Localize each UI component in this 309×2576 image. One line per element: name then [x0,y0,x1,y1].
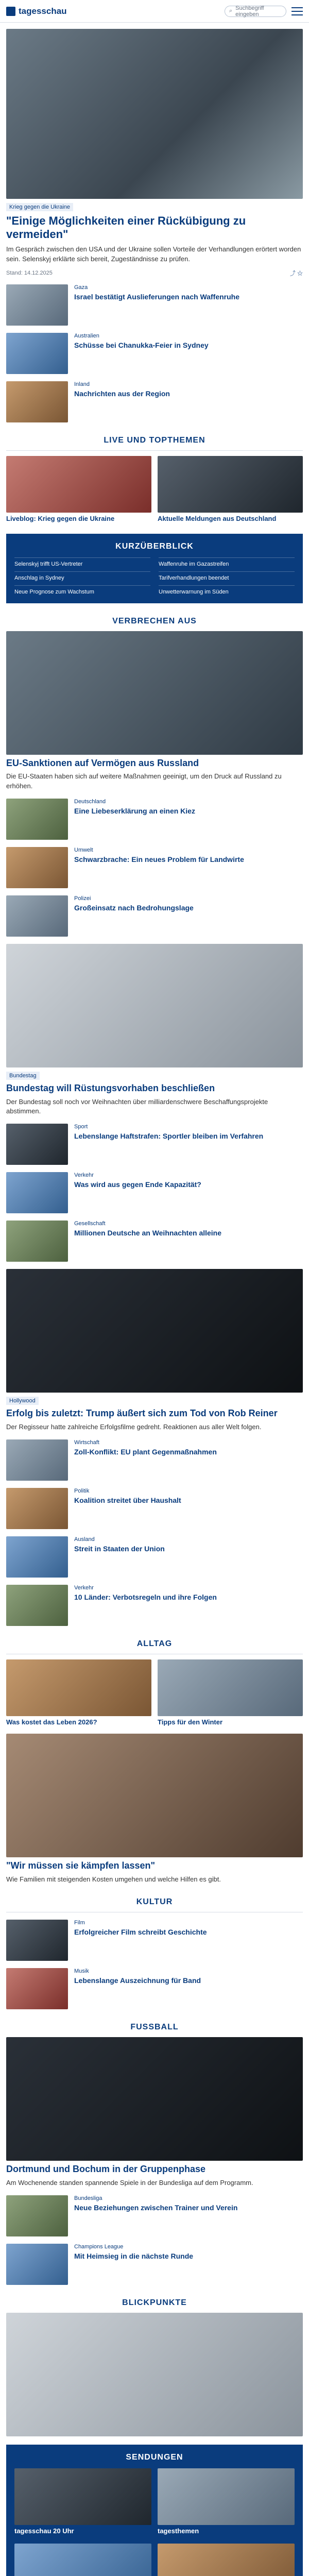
teaser-card[interactable] [6,333,303,374]
tile-title[interactable]: Aktuelle Meldungen aus Deutschland [158,515,277,523]
kurzueberblick-item[interactable]: Unwetterwarnung im Süden [159,585,295,595]
teaser-kicker: Gaza [74,284,88,291]
teaser-kicker: Wirtschaft [74,1439,99,1446]
kurzueberblick-item[interactable]: Anschlag in Sydney [14,571,150,581]
teaser-image [6,799,68,840]
teaser-kicker: Champions League [74,2243,124,2250]
teaser-image [6,284,68,326]
section-title-verbrechen: VERBRECHEN AUS [112,616,197,625]
teaser-kicker: Sport [74,1124,88,1130]
hero-kicker: Krieg gegen die Ukraine [6,203,73,211]
feature-text: Der Bundestag soll noch vor Weihnachten über milliardenschwere Beschaffungsprojekte abstimmen. [6,1097,268,1115]
kurzueberblick-item[interactable]: Waffenruhe im Gazastreifen [159,557,295,567]
live-tile[interactable] [6,456,151,525]
teaser-card[interactable] [6,284,303,326]
teaser-card[interactable] [6,1968,303,2009]
teaser-title[interactable]: Nachrichten aus der Region [74,389,170,398]
teaser-title[interactable]: Mit Heimsieg in die nächste Runde [74,2251,194,2260]
divider [6,450,303,451]
teaser-card[interactable] [6,1124,303,1165]
menu-icon-bar [291,14,303,15]
teaser-image [6,895,68,937]
teaser-title[interactable]: Zoll-Konflikt: EU plant Gegenmaßnahmen [74,1447,217,1456]
teaser-kicker: Umwelt [74,847,93,853]
teaser-kicker: Ausland [74,1536,95,1543]
verbrechen-teaser[interactable] [6,758,303,791]
teaser-title[interactable]: Lebenslange Auszeichnung für Band [74,1976,201,1985]
teaser-card[interactable] [6,847,303,888]
tile-image [14,2544,151,2576]
alltag-headline[interactable]: "Wir müssen sie kämpfen lassen" [6,1860,156,1871]
kurzueberblick-item[interactable]: Selenskyj trifft US-Vertreter [14,557,150,567]
teaser-image [6,381,68,422]
fussball-text: Am Wochenende standen spannende Spiele in der Bundesliga auf dem Programm. [6,2179,253,2187]
teaser-image [6,2195,68,2236]
section-title-fussball: FUSSBALL [130,2023,179,2032]
alltag-image [6,1734,303,1857]
top-bar [0,0,309,23]
tile-image [14,2468,151,2525]
search-placeholder: Suchbegriff eingeben [235,5,264,18]
teaser-kicker: Deutschland [74,799,106,805]
rob-reiner-kicker: Hollywood [6,1397,39,1405]
teaser-kicker: Film [74,1920,85,1926]
tile-image [158,456,303,513]
search-icon: ⌕ [229,8,233,14]
live-tile[interactable] [158,456,303,525]
teaser-title[interactable]: Koalition streitet über Haushalt [74,1496,181,1504]
teaser-image [6,1968,68,2009]
verbrechen-headline[interactable]: EU-Sanktionen auf Vermögen aus Russland [6,757,199,768]
kurzueberblick-item[interactable]: Neue Prognose zum Wachstum [14,585,150,595]
fussball-teaser[interactable] [6,2164,303,2188]
rob-reiner-headline[interactable]: Erfolg bis zuletzt: Trump äußert sich zum Tod von Rob Reiner [6,1408,278,1419]
alltag-tile[interactable] [6,1659,151,1728]
tile-title[interactable]: Was kostet das Leben 2026? [6,1718,97,1726]
teaser-image [6,1920,68,1961]
teaser-image [6,1488,68,1529]
teaser-image [6,333,68,374]
teaser-image [6,1585,68,1626]
hero-teaser[interactable] [6,29,303,277]
teaser-card[interactable] [6,1172,303,1213]
hero-text: Im Gespräch zwischen den USA und der Ukraine sollen Vorteile der Verhandlungen erörtert worden sein. Selenskyj erklärte sich bereit, Zugeständnisse zu prüfen. [6,245,301,263]
hero-meta: Stand: 14.12.2025 [6,270,53,277]
feature-kicker: Bundestag [6,1072,40,1080]
teaser-card[interactable] [6,2195,303,2236]
feature-teaser[interactable] [6,1067,303,1116]
fussball-image [6,2037,303,2161]
teaser-image [6,1439,68,1481]
section-title-live: LIVE UND TOPTHEMEN [104,436,205,445]
teaser-card[interactable] [6,2244,303,2285]
sendung-tile[interactable] [14,2544,151,2576]
tile-title[interactable]: Tipps für den Winter [158,1718,223,1726]
teaser-kicker: Musik [74,1968,89,1975]
tile-title[interactable]: tagesschau 20 Uhr [14,2527,74,2535]
kurzueberblick-box [6,534,303,603]
sendung-tile[interactable] [14,2468,151,2537]
section-title-kultur: KULTUR [136,1897,173,1907]
sendungen-title: SENDUNGEN [126,2452,183,2462]
teaser-card[interactable] [6,895,303,937]
teaser-card[interactable] [6,1920,303,1961]
teaser-card[interactable] [6,799,303,840]
teaser-image [6,1221,68,1262]
search-input[interactable] [225,6,286,17]
rob-reiner-image [6,1269,303,1393]
teaser-image [6,2244,68,2285]
teaser-title[interactable]: Schwarzbrache: Ein neues Problem für Landwirte [74,855,244,863]
logo-text: tagesschau [19,6,67,16]
sendung-tile[interactable] [158,2468,295,2537]
fussball-headline[interactable]: Dortmund und Bochum in der Gruppenphase [6,2164,205,2175]
sendungen-box [6,2445,303,2576]
teaser-kicker: Verkehr [74,1172,94,1179]
teaser-card[interactable] [6,1221,303,1262]
teaser-card[interactable] [6,1536,303,1578]
teaser-kicker: Polizei [74,895,91,902]
section-title-alltag: ALLTAG [136,1639,173,1648]
blickpunkte-image[interactable] [6,2313,303,2436]
menu-icon-bar [291,11,303,12]
teaser-title[interactable]: Erfolgreicher Film schreibt Geschichte [74,1928,207,1937]
feature-headline[interactable]: Bundestag will Rüstungsvorhaben beschließen [6,1083,215,1093]
verbrechen-image [6,631,303,755]
alltag-teaser[interactable] [6,1860,303,1884]
feature-image [6,944,303,1067]
hero-image [6,29,303,199]
tile-title[interactable]: tagesthemen [158,2527,199,2535]
verbrechen-text: Die EU-Staaten haben sich auf weitere Maßnahmen geeinigt, um den Druck auf Russland zu erhöhen. [6,772,282,790]
alltag-tile[interactable] [158,1659,303,1728]
teaser-title[interactable]: Großeinsatz nach Bedrohungslage [74,904,194,912]
tile-image [158,2544,295,2576]
teaser-image [6,1536,68,1578]
teaser-title[interactable]: Eine Liebeserklärung an einen Kiez [74,807,195,815]
teaser-title[interactable]: Millionen Deutsche an Weihnachten alleine [74,1229,222,1238]
share-icons[interactable]: ⤴ ☆ [289,270,303,277]
tile-image [158,1659,303,1716]
teaser-image [6,847,68,888]
tile-image [158,2468,295,2525]
teaser-title[interactable]: Neue Beziehungen zwischen Trainer und Verein [74,2203,238,2212]
teaser-card[interactable] [6,1488,303,1529]
teaser-title[interactable]: Schüsse bei Chanukka-Feier in Sydney [74,341,209,350]
teaser-kicker: Politik [74,1487,90,1494]
rob-reiner-text: Der Regisseur hatte zahlreiche Erfolgsfilme gedreht. Reaktionen aus aller Welt folgen. [6,1422,262,1431]
teaser-title[interactable]: Streit in Staaten der Union [74,1544,165,1553]
teaser-kicker: Bundesliga [74,2195,102,2201]
teaser-title[interactable]: Israel bestätigt Auslieferungen nach Waffenruhe [74,293,240,301]
teaser-title[interactable]: Lebenslange Haftstrafen: Sportler bleiben im Verfahren [74,1132,264,1141]
menu-button[interactable] [291,7,303,15]
teaser-kicker: Inland [74,381,90,388]
section-title-blickpunkte: BLICKPUNKTE [122,2298,187,2307]
teaser-card[interactable] [6,1585,303,1626]
sendung-tile[interactable] [158,2544,295,2576]
teaser-card[interactable] [6,1439,303,1481]
teaser-image [6,1124,68,1165]
teaser-image [6,1172,68,1213]
teaser-kicker: Australien [74,333,99,340]
menu-icon-bar [291,7,303,8]
tile-image [6,456,151,513]
hero-headline[interactable]: "Einige Möglichkeiten einer Rückübigung zu vermeiden" [6,214,246,241]
rob-reiner-teaser[interactable] [6,1393,303,1432]
logo-icon [6,7,15,16]
kurzueberblick-title: KURZÜBERBLICK [115,541,194,551]
teaser-title[interactable]: Was wird aus gegen Ende Kapazität? [74,1180,201,1189]
teaser-kicker: Gesellschaft [74,1221,106,1227]
teaser-card[interactable] [6,381,303,422]
alltag-text: Wie Familien mit steigenden Kosten umgehen und welche Hilfen es gibt. [6,1875,221,1883]
tile-title[interactable]: Liveblog: Krieg gegen die Ukraine [6,515,115,523]
tile-image [6,1659,151,1716]
teaser-kicker: Verkehr [74,1584,94,1591]
kurzueberblick-item[interactable]: Tarifverhandlungen beendet [159,571,295,581]
logo[interactable] [6,6,67,16]
teaser-title[interactable]: 10 Länder: Verbotsregeln und ihre Folgen [74,1592,217,1601]
